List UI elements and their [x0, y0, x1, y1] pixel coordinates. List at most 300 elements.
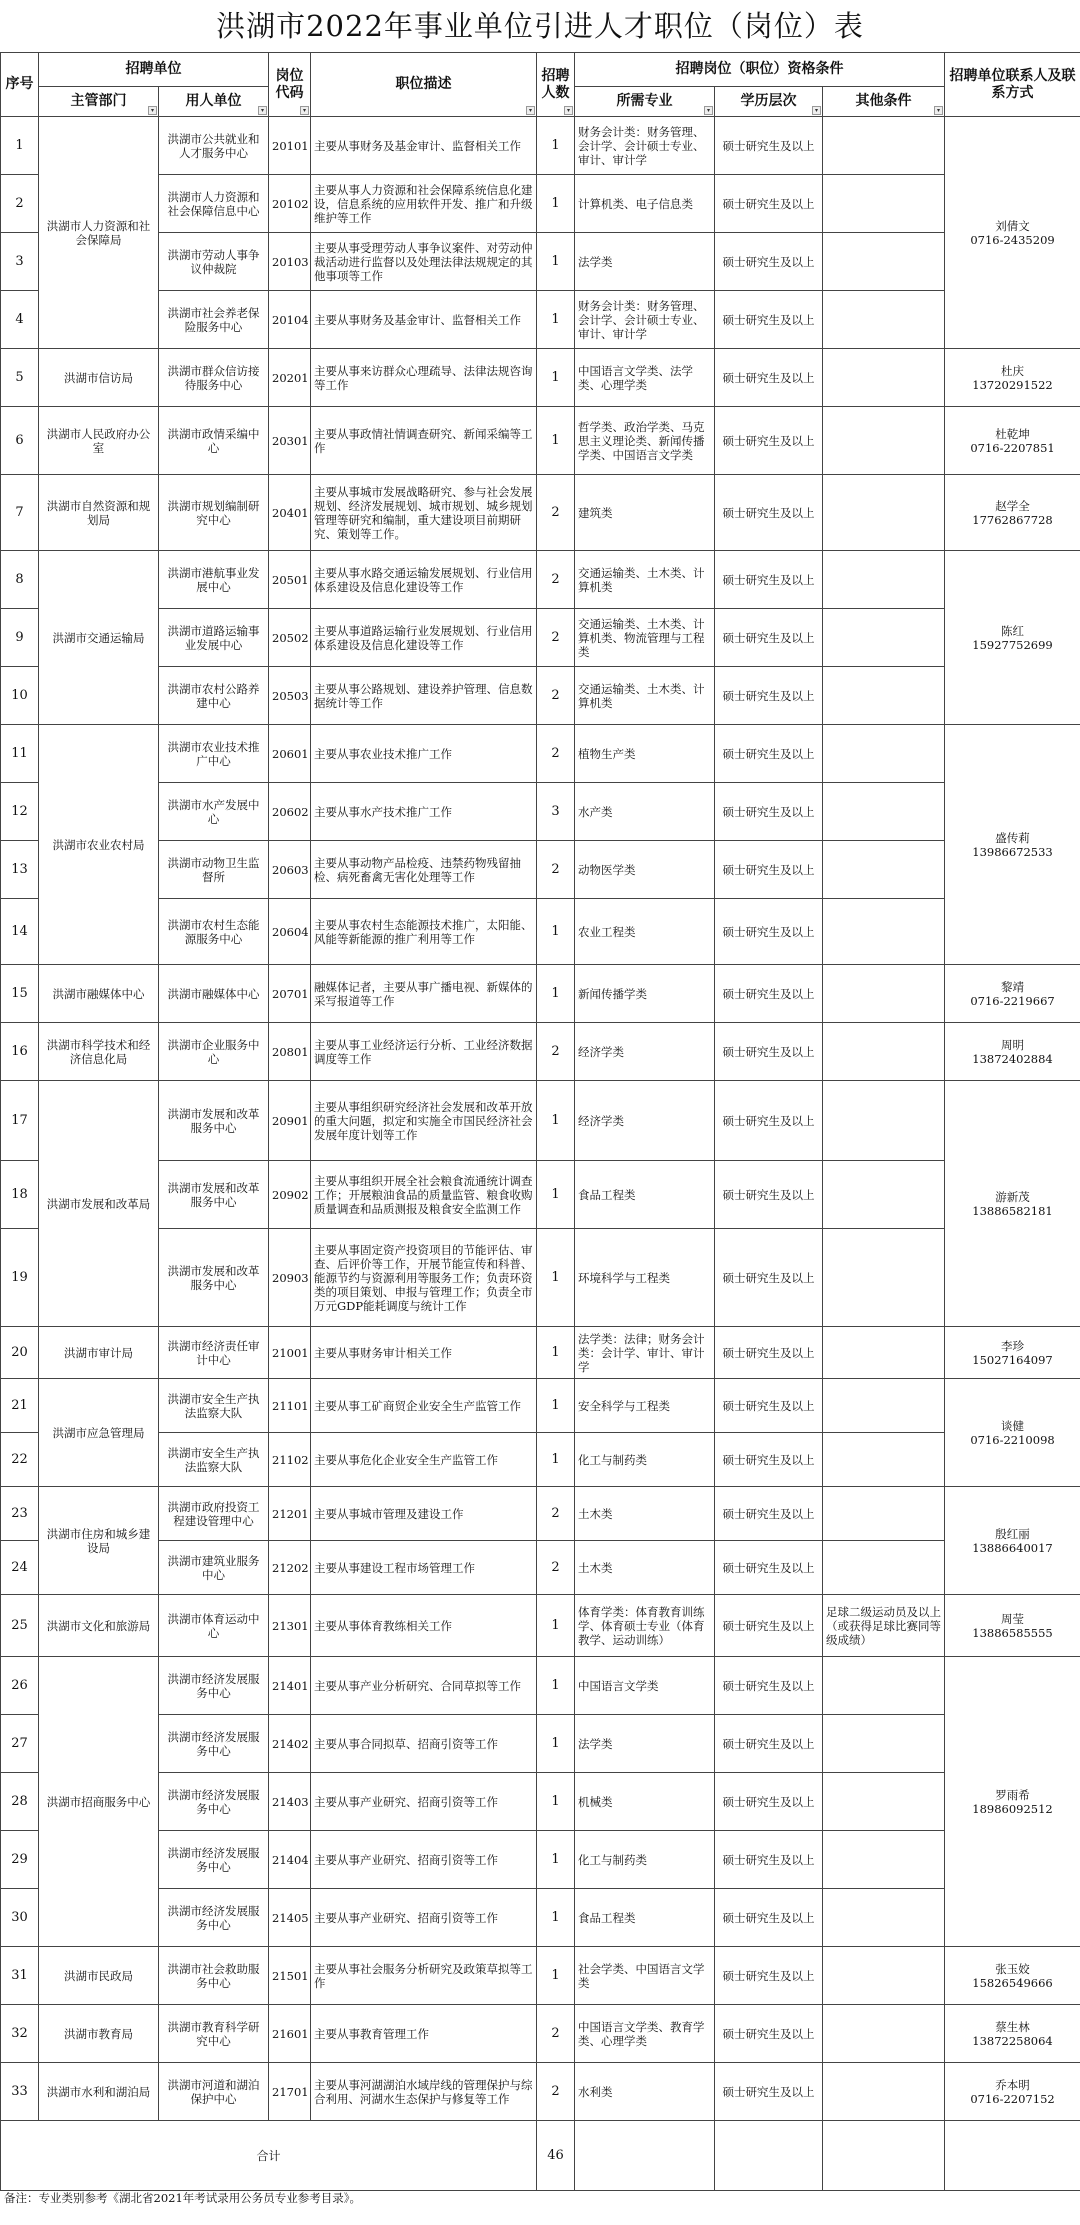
contact-cell [945, 117, 1080, 349]
count-cell: 1 [537, 1433, 575, 1487]
row-seq: 23 [1, 1487, 39, 1541]
header-major[interactable]: 所需专业 ▾ [575, 87, 715, 117]
edu-cell: 硕士研究生及以上 [715, 1023, 823, 1081]
dept-cell: 洪湖市审计局 [39, 1327, 159, 1379]
code-cell: 20903 [269, 1229, 311, 1327]
filter-dropdown-icon[interactable]: ▾ [526, 106, 535, 115]
table-row [1, 965, 1080, 1023]
header-dept[interactable]: 主管部门 ▾ [39, 87, 159, 117]
dept-cell: 洪湖市发展和改革局 [39, 1081, 159, 1327]
contact-cell [945, 1595, 1080, 1657]
contact-phone: 0716-2207152 [970, 2091, 1055, 2106]
table-row [1, 899, 1080, 965]
row-seq: 6 [1, 407, 39, 475]
filter-dropdown-icon[interactable]: ▾ [300, 106, 309, 115]
code-cell: 20503 [269, 667, 311, 725]
employer-cell: 洪湖市农村生态能源服务中心 [159, 899, 269, 965]
desc-cell: 主要从事水产技术推广工作 [311, 783, 537, 841]
table-row [1, 1229, 1080, 1327]
count-cell: 1 [537, 1831, 575, 1889]
edu-cell: 硕士研究生及以上 [715, 1715, 823, 1773]
desc-cell: 主要从事受理劳动人事争议案件、对劳动仲裁活动进行监督以及处理法律法规规定的其他事项等工作 [311, 233, 537, 291]
header-contact: 招聘单位联系人及联系方式 [945, 53, 1080, 117]
count-cell: 2 [537, 841, 575, 899]
edu-cell: 硕士研究生及以上 [715, 1487, 823, 1541]
desc-cell: 主要从事产业研究、招商引资等工作 [311, 1831, 537, 1889]
row-seq: 31 [1, 1947, 39, 2005]
dept-cell: 洪湖市自然资源和规划局 [39, 475, 159, 551]
table-row [1, 291, 1080, 349]
employer-cell: 洪湖市安全生产执法监察大队 [159, 1433, 269, 1487]
major-cell: 水利类 [575, 2063, 715, 2121]
major-cell: 水产类 [575, 783, 715, 841]
row-seq: 33 [1, 2063, 39, 2121]
employer-cell: 洪湖市安全生产执法监察大队 [159, 1379, 269, 1433]
count-cell: 1 [537, 965, 575, 1023]
desc-cell: 主要从事道路运输行业发展规划、行业信用体系建设及信息化建设等工作 [311, 609, 537, 667]
row-seq: 2 [1, 175, 39, 233]
edu-cell: 硕士研究生及以上 [715, 117, 823, 175]
row-seq: 14 [1, 899, 39, 965]
contact-cell [945, 2063, 1080, 2121]
major-cell: 食品工程类 [575, 1161, 715, 1229]
edu-cell: 硕士研究生及以上 [715, 1229, 823, 1327]
code-cell: 21601 [269, 2005, 311, 2063]
edu-cell: 硕士研究生及以上 [715, 667, 823, 725]
header-count[interactable]: 招聘人数 ▾ [537, 53, 575, 117]
employer-cell: 洪湖市动物卫生监督所 [159, 841, 269, 899]
desc-cell: 主要从事财务及基金审计、监督相关工作 [311, 291, 537, 349]
contact-phone: 0716-2210098 [970, 1432, 1055, 1447]
code-cell: 20801 [269, 1023, 311, 1081]
total-row [1, 2121, 1080, 2191]
filter-dropdown-icon[interactable]: ▾ [148, 106, 157, 115]
employer-cell: 洪湖市规划编制研究中心 [159, 475, 269, 551]
other-cell [823, 609, 945, 667]
contact-phone: 0716-2207851 [970, 440, 1055, 455]
major-cell: 体育学类：体育教育训练学、体育硕士专业（体育教学、运动训练） [575, 1595, 715, 1657]
dept-cell: 洪湖市教育局 [39, 2005, 159, 2063]
contact-cell [945, 407, 1080, 475]
code-cell: 20104 [269, 291, 311, 349]
count-cell: 1 [537, 1889, 575, 1947]
contact-phone: 13886582181 [972, 1203, 1053, 1218]
row-seq: 18 [1, 1161, 39, 1229]
dept-cell: 洪湖市住房和城乡建设局 [39, 1487, 159, 1595]
desc-cell: 主要从事政情社情调查研究、新闻采编等工作 [311, 407, 537, 475]
other-cell [823, 175, 945, 233]
desc-cell: 主要从事财务及基金审计、监督相关工作 [311, 117, 537, 175]
other-cell [823, 2063, 945, 2121]
contact-name: 赵学全 [995, 498, 1030, 513]
contact-name: 乔本明 [995, 2077, 1030, 2092]
table-row [1, 1487, 1080, 1541]
contact-phone: 15027164097 [972, 1352, 1053, 1367]
filter-dropdown-icon[interactable]: ▾ [934, 106, 943, 115]
count-cell: 1 [537, 1595, 575, 1657]
contact-phone: 18986092512 [972, 1801, 1053, 1816]
edu-cell: 硕士研究生及以上 [715, 841, 823, 899]
header-other[interactable]: 其他条件 ▾ [823, 87, 945, 117]
major-cell: 安全科学与工程类 [575, 1379, 715, 1433]
edu-cell: 硕士研究生及以上 [715, 725, 823, 783]
dept-cell: 洪湖市应急管理局 [39, 1379, 159, 1487]
other-cell [823, 1715, 945, 1773]
major-cell: 中国语言文学类、教育学类、心理学类 [575, 2005, 715, 2063]
positions-table [0, 52, 1080, 2191]
major-cell: 法学类 [575, 1715, 715, 1773]
desc-cell: 主要从事固定资产投资项目的节能评估、审查、后评价等工作，开展节能宣传和科普、能源节约与资源利用等服务工作；负责环资类的项目策划、申报与管理工作；负责全市万元GDP能耗调度与统计工作 [311, 1229, 537, 1327]
other-cell [823, 1327, 945, 1379]
edu-cell: 硕士研究生及以上 [715, 1161, 823, 1229]
other-cell [823, 407, 945, 475]
edu-cell: 硕士研究生及以上 [715, 783, 823, 841]
row-seq: 10 [1, 667, 39, 725]
count-cell: 1 [537, 1081, 575, 1161]
code-cell: 20502 [269, 609, 311, 667]
header-employer[interactable]: 用人单位 ▾ [159, 87, 269, 117]
contact-phone: 13872258064 [972, 2033, 1053, 2048]
dept-cell: 洪湖市人力资源和社会保障局 [39, 117, 159, 349]
contact-phone: 15927752699 [972, 637, 1053, 652]
header-desc[interactable]: 职位描述 ▾ [311, 53, 537, 117]
code-cell: 20101 [269, 117, 311, 175]
major-cell: 化工与制药类 [575, 1433, 715, 1487]
desc-cell: 主要从事工矿商贸企业安全生产监管工作 [311, 1379, 537, 1433]
contact-cell [945, 1081, 1080, 1327]
employer-cell: 洪湖市融媒体中心 [159, 965, 269, 1023]
employer-cell: 洪湖市体育运动中心 [159, 1595, 269, 1657]
major-cell: 财务会计类：财务管理、会计学、会计硕士专业、审计、审计学 [575, 117, 715, 175]
desc-cell: 主要从事农村生态能源技术推广，太阳能、风能等新能源的推广利用等工作 [311, 899, 537, 965]
contact-name: 盛传莉 [995, 830, 1030, 845]
contact-phone: 13886585555 [972, 1625, 1053, 1640]
code-cell: 20901 [269, 1081, 311, 1161]
table-row [1, 2063, 1080, 2121]
other-cell [823, 349, 945, 407]
other-cell [823, 1023, 945, 1081]
major-cell: 中国语言文学类 [575, 1657, 715, 1715]
count-cell: 2 [537, 2063, 575, 2121]
table-row [1, 175, 1080, 233]
row-seq: 5 [1, 349, 39, 407]
employer-cell: 洪湖市道路运输事业发展中心 [159, 609, 269, 667]
table-row [1, 1327, 1080, 1379]
major-cell: 动物医学类 [575, 841, 715, 899]
other-cell [823, 233, 945, 291]
major-cell: 土木类 [575, 1541, 715, 1595]
row-seq: 11 [1, 725, 39, 783]
contact-cell [945, 1023, 1080, 1081]
employer-cell: 洪湖市社会救助服务中心 [159, 1947, 269, 2005]
footnote: 备注：专业类别参考《湖北省2021年考试录用公务员专业参考目录》。 [4, 2191, 362, 2205]
code-cell: 20501 [269, 551, 311, 609]
code-cell: 21701 [269, 2063, 311, 2121]
row-seq: 30 [1, 1889, 39, 1947]
count-cell: 1 [537, 407, 575, 475]
contact-phone: 13720291522 [972, 377, 1053, 392]
major-cell: 土木类 [575, 1487, 715, 1541]
count-cell: 1 [537, 899, 575, 965]
employer-cell: 洪湖市水产发展中心 [159, 783, 269, 841]
table-row [1, 117, 1080, 175]
other-cell [823, 475, 945, 551]
header-edu[interactable]: 学历层次 ▾ [715, 87, 823, 117]
table-row [1, 609, 1080, 667]
total-count: 46 [537, 2121, 575, 2191]
total-label: 合计 [1, 2121, 537, 2191]
desc-cell: 主要从事人力资源和社会保障系统信息化建设，信息系统的应用软件开发、推广和升级维护等工作 [311, 175, 537, 233]
edu-cell: 硕士研究生及以上 [715, 609, 823, 667]
desc-cell: 主要从事组织开展全社会粮食流通统计调查工作；开展粮油食品的质量监管、粮食收购质量调查和品质测报及粮食安全监测工作 [311, 1161, 537, 1229]
other-cell [823, 1773, 945, 1831]
table-row [1, 1715, 1080, 1773]
count-cell: 2 [537, 1023, 575, 1081]
major-cell: 植物生产类 [575, 725, 715, 783]
table-row [1, 475, 1080, 551]
other-cell [823, 1541, 945, 1595]
dept-cell: 洪湖市人民政府办公室 [39, 407, 159, 475]
contact-name: 谈健 [1001, 1418, 1025, 1433]
major-cell: 化工与制药类 [575, 1831, 715, 1889]
major-cell: 中国语言文学类、法学类、心理学类 [575, 349, 715, 407]
contact-phone: 13986672533 [972, 844, 1053, 859]
employer-cell: 洪湖市经济发展服务中心 [159, 1831, 269, 1889]
contact-phone: 13886640017 [972, 1540, 1053, 1555]
employer-cell: 洪湖市教育科学研究中心 [159, 2005, 269, 2063]
dept-cell: 洪湖市招商服务中心 [39, 1657, 159, 1947]
edu-cell: 硕士研究生及以上 [715, 551, 823, 609]
table-row [1, 1081, 1080, 1161]
row-seq: 24 [1, 1541, 39, 1595]
desc-cell: 主要从事教育管理工作 [311, 2005, 537, 2063]
edu-cell: 硕士研究生及以上 [715, 1773, 823, 1831]
major-cell: 交通运输类、土木类、计算机类 [575, 667, 715, 725]
table-row [1, 1161, 1080, 1229]
employer-cell: 洪湖市发展和改革服务中心 [159, 1229, 269, 1327]
edu-cell: 硕士研究生及以上 [715, 407, 823, 475]
row-seq: 1 [1, 117, 39, 175]
major-cell: 财务会计类：财务管理、会计学、会计硕士专业、审计、审计学 [575, 291, 715, 349]
employer-cell: 洪湖市政情采编中心 [159, 407, 269, 475]
desc-cell: 主要从事来访群众心理疏导、法律法规咨询等工作 [311, 349, 537, 407]
edu-cell: 硕士研究生及以上 [715, 291, 823, 349]
contact-phone: 13872402884 [972, 1051, 1053, 1066]
other-cell [823, 2005, 945, 2063]
major-cell: 新闻传播学类 [575, 965, 715, 1023]
row-seq: 8 [1, 551, 39, 609]
edu-cell: 硕士研究生及以上 [715, 1657, 823, 1715]
table-row [1, 841, 1080, 899]
count-cell: 2 [537, 475, 575, 551]
dept-cell: 洪湖市科学技术和经济信息化局 [39, 1023, 159, 1081]
row-seq: 20 [1, 1327, 39, 1379]
contact-name: 周明 [1001, 1037, 1025, 1052]
other-cell [823, 841, 945, 899]
row-seq: 27 [1, 1715, 39, 1773]
count-cell: 1 [537, 1947, 575, 2005]
major-cell: 经济学类 [575, 1081, 715, 1161]
contact-cell [945, 475, 1080, 551]
desc-cell: 主要从事社会服务分析研究及政策草拟等工作 [311, 1947, 537, 2005]
row-seq: 22 [1, 1433, 39, 1487]
table-row [1, 667, 1080, 725]
contact-name: 罗雨希 [995, 1787, 1030, 1802]
contact-name: 杜庆 [1001, 363, 1025, 378]
employer-cell: 洪湖市河道和湖泊保护中心 [159, 2063, 269, 2121]
dept-cell: 洪湖市农业农村局 [39, 725, 159, 965]
contact-cell [945, 725, 1080, 965]
contact-cell [945, 1379, 1080, 1487]
table-row [1, 1433, 1080, 1487]
desc-cell: 主要从事合同拟草、招商引资等工作 [311, 1715, 537, 1773]
count-cell: 1 [537, 117, 575, 175]
code-cell: 21202 [269, 1541, 311, 1595]
code-cell: 20601 [269, 725, 311, 783]
table-row [1, 1541, 1080, 1595]
table-row [1, 1947, 1080, 2005]
count-cell: 1 [537, 175, 575, 233]
count-cell: 1 [537, 233, 575, 291]
code-cell: 20201 [269, 349, 311, 407]
major-cell: 计算机类、电子信息类 [575, 175, 715, 233]
desc-cell: 主要从事产业研究、招商引资等工作 [311, 1773, 537, 1831]
filter-dropdown-icon[interactable]: ▾ [258, 106, 267, 115]
contact-phone: 17762867728 [972, 512, 1053, 527]
count-cell: 2 [537, 725, 575, 783]
filter-dropdown-icon[interactable]: ▾ [704, 106, 713, 115]
count-cell: 2 [537, 2005, 575, 2063]
desc-cell: 主要从事产业分析研究、合同草拟等工作 [311, 1657, 537, 1715]
desc-cell: 主要从事体育教练相关工作 [311, 1595, 537, 1657]
table-row [1, 1657, 1080, 1715]
filter-dropdown-icon[interactable]: ▾ [564, 106, 573, 115]
other-cell [823, 1379, 945, 1433]
contact-name: 周莹 [1001, 1611, 1025, 1626]
table-row [1, 725, 1080, 783]
major-cell: 法学类：法律；财务会计类：会计学、审计、审计学 [575, 1327, 715, 1379]
contact-phone: 0716-2435209 [970, 232, 1055, 247]
edu-cell: 硕士研究生及以上 [715, 1889, 823, 1947]
desc-cell: 融媒体记者，主要从事广播电视、新媒体的采写报道等工作 [311, 965, 537, 1023]
contact-name: 蔡生林 [995, 2019, 1030, 2034]
row-seq: 29 [1, 1831, 39, 1889]
contact-name: 张玉姣 [995, 1961, 1030, 1976]
table-row [1, 2005, 1080, 2063]
count-cell: 1 [537, 1379, 575, 1433]
table-row [1, 1889, 1080, 1947]
row-seq: 17 [1, 1081, 39, 1161]
other-cell [823, 117, 945, 175]
count-cell: 1 [537, 1773, 575, 1831]
table-row [1, 1773, 1080, 1831]
other-cell [823, 1889, 945, 1947]
other-cell [823, 1433, 945, 1487]
dept-cell: 洪湖市水利和湖泊局 [39, 2063, 159, 2121]
table-row [1, 783, 1080, 841]
header-qualifications: 招聘岗位（职位）资格条件 [575, 53, 945, 87]
major-cell: 交通运输类、土木类、计算机类、物流管理与工程类 [575, 609, 715, 667]
contact-cell [945, 965, 1080, 1023]
table-row [1, 551, 1080, 609]
edu-cell: 硕士研究生及以上 [715, 965, 823, 1023]
other-cell [823, 1161, 945, 1229]
code-cell: 21405 [269, 1889, 311, 1947]
code-cell: 21201 [269, 1487, 311, 1541]
edu-cell: 硕士研究生及以上 [715, 475, 823, 551]
count-cell: 1 [537, 349, 575, 407]
row-seq: 28 [1, 1773, 39, 1831]
contact-cell [945, 1487, 1080, 1595]
table-row [1, 1023, 1080, 1081]
edu-cell: 硕士研究生及以上 [715, 1081, 823, 1161]
desc-cell: 主要从事财务审计相关工作 [311, 1327, 537, 1379]
desc-cell: 主要从事组织研究经济社会发展和改革开放的重大问题，拟定和实施全市国民经济社会发展年度计划等工作 [311, 1081, 537, 1161]
header-code[interactable]: 岗位代码 ▾ [269, 53, 311, 117]
edu-cell: 硕士研究生及以上 [715, 1595, 823, 1657]
row-seq: 26 [1, 1657, 39, 1715]
employer-cell: 洪湖市经济发展服务中心 [159, 1889, 269, 1947]
employer-cell: 洪湖市政府投资工程建设管理中心 [159, 1487, 269, 1541]
dept-cell: 洪湖市融媒体中心 [39, 965, 159, 1023]
edu-cell: 硕士研究生及以上 [715, 1541, 823, 1595]
filter-dropdown-icon[interactable]: ▾ [812, 106, 821, 115]
row-seq: 4 [1, 291, 39, 349]
other-cell [823, 667, 945, 725]
contact-phone: 15826549666 [972, 1975, 1053, 1990]
dept-cell: 洪湖市信访局 [39, 349, 159, 407]
header-seq: 序号 [1, 53, 39, 117]
count-cell: 2 [537, 551, 575, 609]
edu-cell: 硕士研究生及以上 [715, 233, 823, 291]
other-cell [823, 783, 945, 841]
desc-cell: 主要从事公路规划、建设养护管理、信息数据统计等工作 [311, 667, 537, 725]
dept-cell: 洪湖市文化和旅游局 [39, 1595, 159, 1657]
other-cell: 足球二级运动员及以上（或获得足球比赛同等级成绩） [823, 1595, 945, 1657]
desc-cell: 主要从事建设工程市场管理工作 [311, 1541, 537, 1595]
code-cell: 20102 [269, 175, 311, 233]
table-row [1, 1831, 1080, 1889]
row-seq: 12 [1, 783, 39, 841]
desc-cell: 主要从事城市发展战略研究、参与社会发展规划、经济发展规划、城市规划、城乡规划管理等研究和编制，重大建设项目前期研究、策划等工作。 [311, 475, 537, 551]
code-cell: 21501 [269, 1947, 311, 2005]
edu-cell: 硕士研究生及以上 [715, 1327, 823, 1379]
edu-cell: 硕士研究生及以上 [715, 175, 823, 233]
other-cell [823, 1229, 945, 1327]
employer-cell: 洪湖市人力资源和社会保障信息中心 [159, 175, 269, 233]
desc-cell: 主要从事危化企业安全生产监管工作 [311, 1433, 537, 1487]
table-row [1, 349, 1080, 407]
row-seq: 21 [1, 1379, 39, 1433]
employer-cell: 洪湖市社会养老保险服务中心 [159, 291, 269, 349]
table-row [1, 233, 1080, 291]
employer-cell: 洪湖市企业服务中心 [159, 1023, 269, 1081]
major-cell: 机械类 [575, 1773, 715, 1831]
table-row [1, 1595, 1080, 1657]
edu-cell: 硕士研究生及以上 [715, 1433, 823, 1487]
code-cell: 21301 [269, 1595, 311, 1657]
row-seq: 7 [1, 475, 39, 551]
major-cell: 环境科学与工程类 [575, 1229, 715, 1327]
other-cell [823, 291, 945, 349]
contact-name: 游新茂 [995, 1189, 1030, 1204]
other-cell [823, 1947, 945, 2005]
employer-cell: 洪湖市公共就业和人才服务中心 [159, 117, 269, 175]
other-cell [823, 899, 945, 965]
employer-cell: 洪湖市经济发展服务中心 [159, 1657, 269, 1715]
row-seq: 19 [1, 1229, 39, 1327]
count-cell: 2 [537, 1541, 575, 1595]
